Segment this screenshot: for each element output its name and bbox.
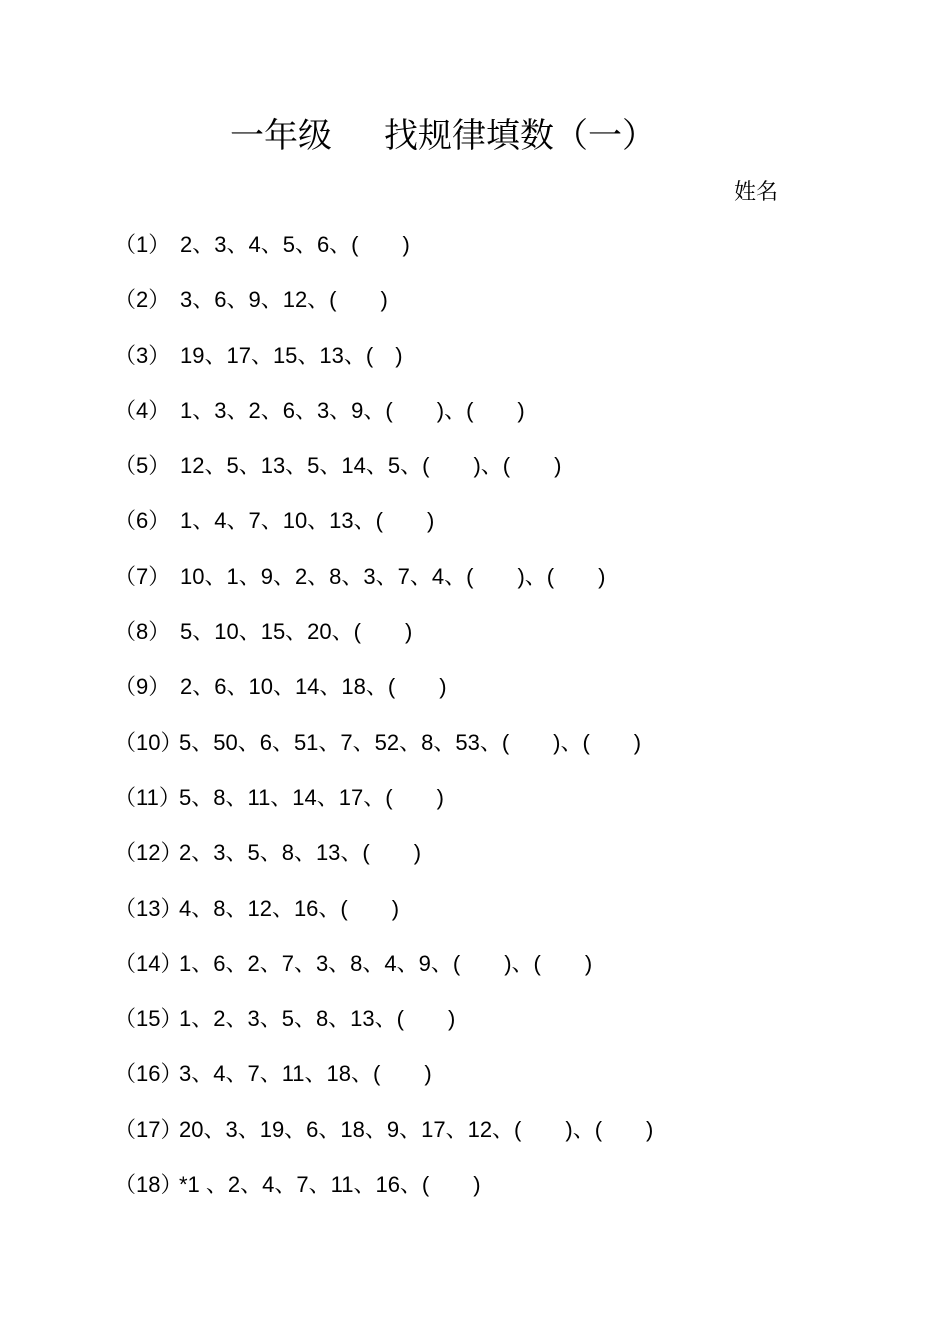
problem-item (114, 504, 874, 559)
problem-number: （18） (114, 1172, 183, 1198)
problem-number: （10） (114, 729, 183, 755)
problem-number: （12） (114, 840, 183, 866)
problem-item (114, 781, 874, 836)
problem-item (114, 836, 874, 891)
name-label: 姓名 (734, 180, 779, 205)
problem-item (114, 1113, 874, 1168)
problem-item (114, 560, 874, 615)
problem-sequence: 2、3、5、8、13、( ) (179, 840, 422, 866)
problem-number: （11） (114, 784, 181, 810)
problem-number: （9） (114, 674, 171, 700)
problem-sequence: 10、1、9、2、8、3、7、4、( )、( ) (180, 563, 606, 589)
problem-item (114, 615, 874, 670)
problem-item (114, 892, 874, 947)
problem-sequence: 5、10、15、20、( ) (180, 619, 413, 645)
problem-sequence: 5、8、11、14、17、( ) (179, 784, 444, 810)
problem-number: （16） (114, 1061, 183, 1087)
problem-sequence: 1、2、3、5、8、13、( ) (179, 1006, 456, 1032)
problem-item (114, 339, 874, 394)
problem-sequence: 19、17、15、13、( ) (180, 342, 403, 368)
problem-item (114, 1002, 874, 1057)
problem-sequence: 1、6、2、7、3、8、4、9、( )、( ) (179, 950, 593, 976)
problem-item (114, 670, 874, 725)
problem-item (114, 1168, 874, 1223)
problem-sequence: 2、3、4、5、6、( ) (180, 232, 410, 257)
worksheet-title (230, 112, 656, 160)
title-grade: 一年级 (230, 116, 332, 156)
problem-item (114, 1057, 874, 1112)
problem-number: （4） (114, 397, 171, 423)
problem-item (114, 394, 874, 449)
problem-sequence: *1 、2、4、7、11、16、( ) (179, 1172, 481, 1198)
problem-sequence: 1、4、7、10、13、( ) (180, 508, 435, 534)
problem-number: （2） (114, 287, 171, 313)
problem-item (114, 283, 874, 338)
title-topic: 找规律填数（一） (384, 116, 656, 156)
problem-number: （6） (114, 508, 171, 534)
problem-item (114, 228, 874, 283)
problem-number: （1） (114, 232, 171, 257)
problem-item (114, 947, 874, 1002)
problem-sequence: 4、8、12、16、( ) (179, 895, 400, 921)
problem-number: （3） (114, 342, 171, 368)
problem-sequence: 3、6、9、12、( ) (180, 287, 388, 313)
problem-sequence: 1、3、2、6、3、9、( )、( ) (180, 397, 525, 423)
problem-number: （13） (114, 895, 183, 921)
problem-item (114, 449, 874, 504)
problem-number: （17） (114, 1116, 183, 1142)
problem-list (114, 228, 874, 1223)
problem-number: （5） (114, 453, 171, 479)
problem-sequence: 3、4、7、11、18、( ) (179, 1061, 432, 1087)
problem-item (114, 726, 874, 781)
problem-sequence: 12、5、13、5、14、5、( )、( ) (180, 453, 562, 479)
problem-number: （15） (114, 1006, 183, 1032)
problem-sequence: 5、50、6、51、7、52、8、53、( )、( ) (179, 729, 642, 755)
problem-sequence: 20、3、19、6、18、9、17、12、( )、( ) (179, 1116, 654, 1142)
problem-number: （14） (114, 950, 183, 976)
problem-number: （7） (114, 563, 171, 589)
problem-number: （8） (114, 619, 171, 645)
problem-sequence: 2、6、10、14、18、( ) (180, 674, 447, 700)
